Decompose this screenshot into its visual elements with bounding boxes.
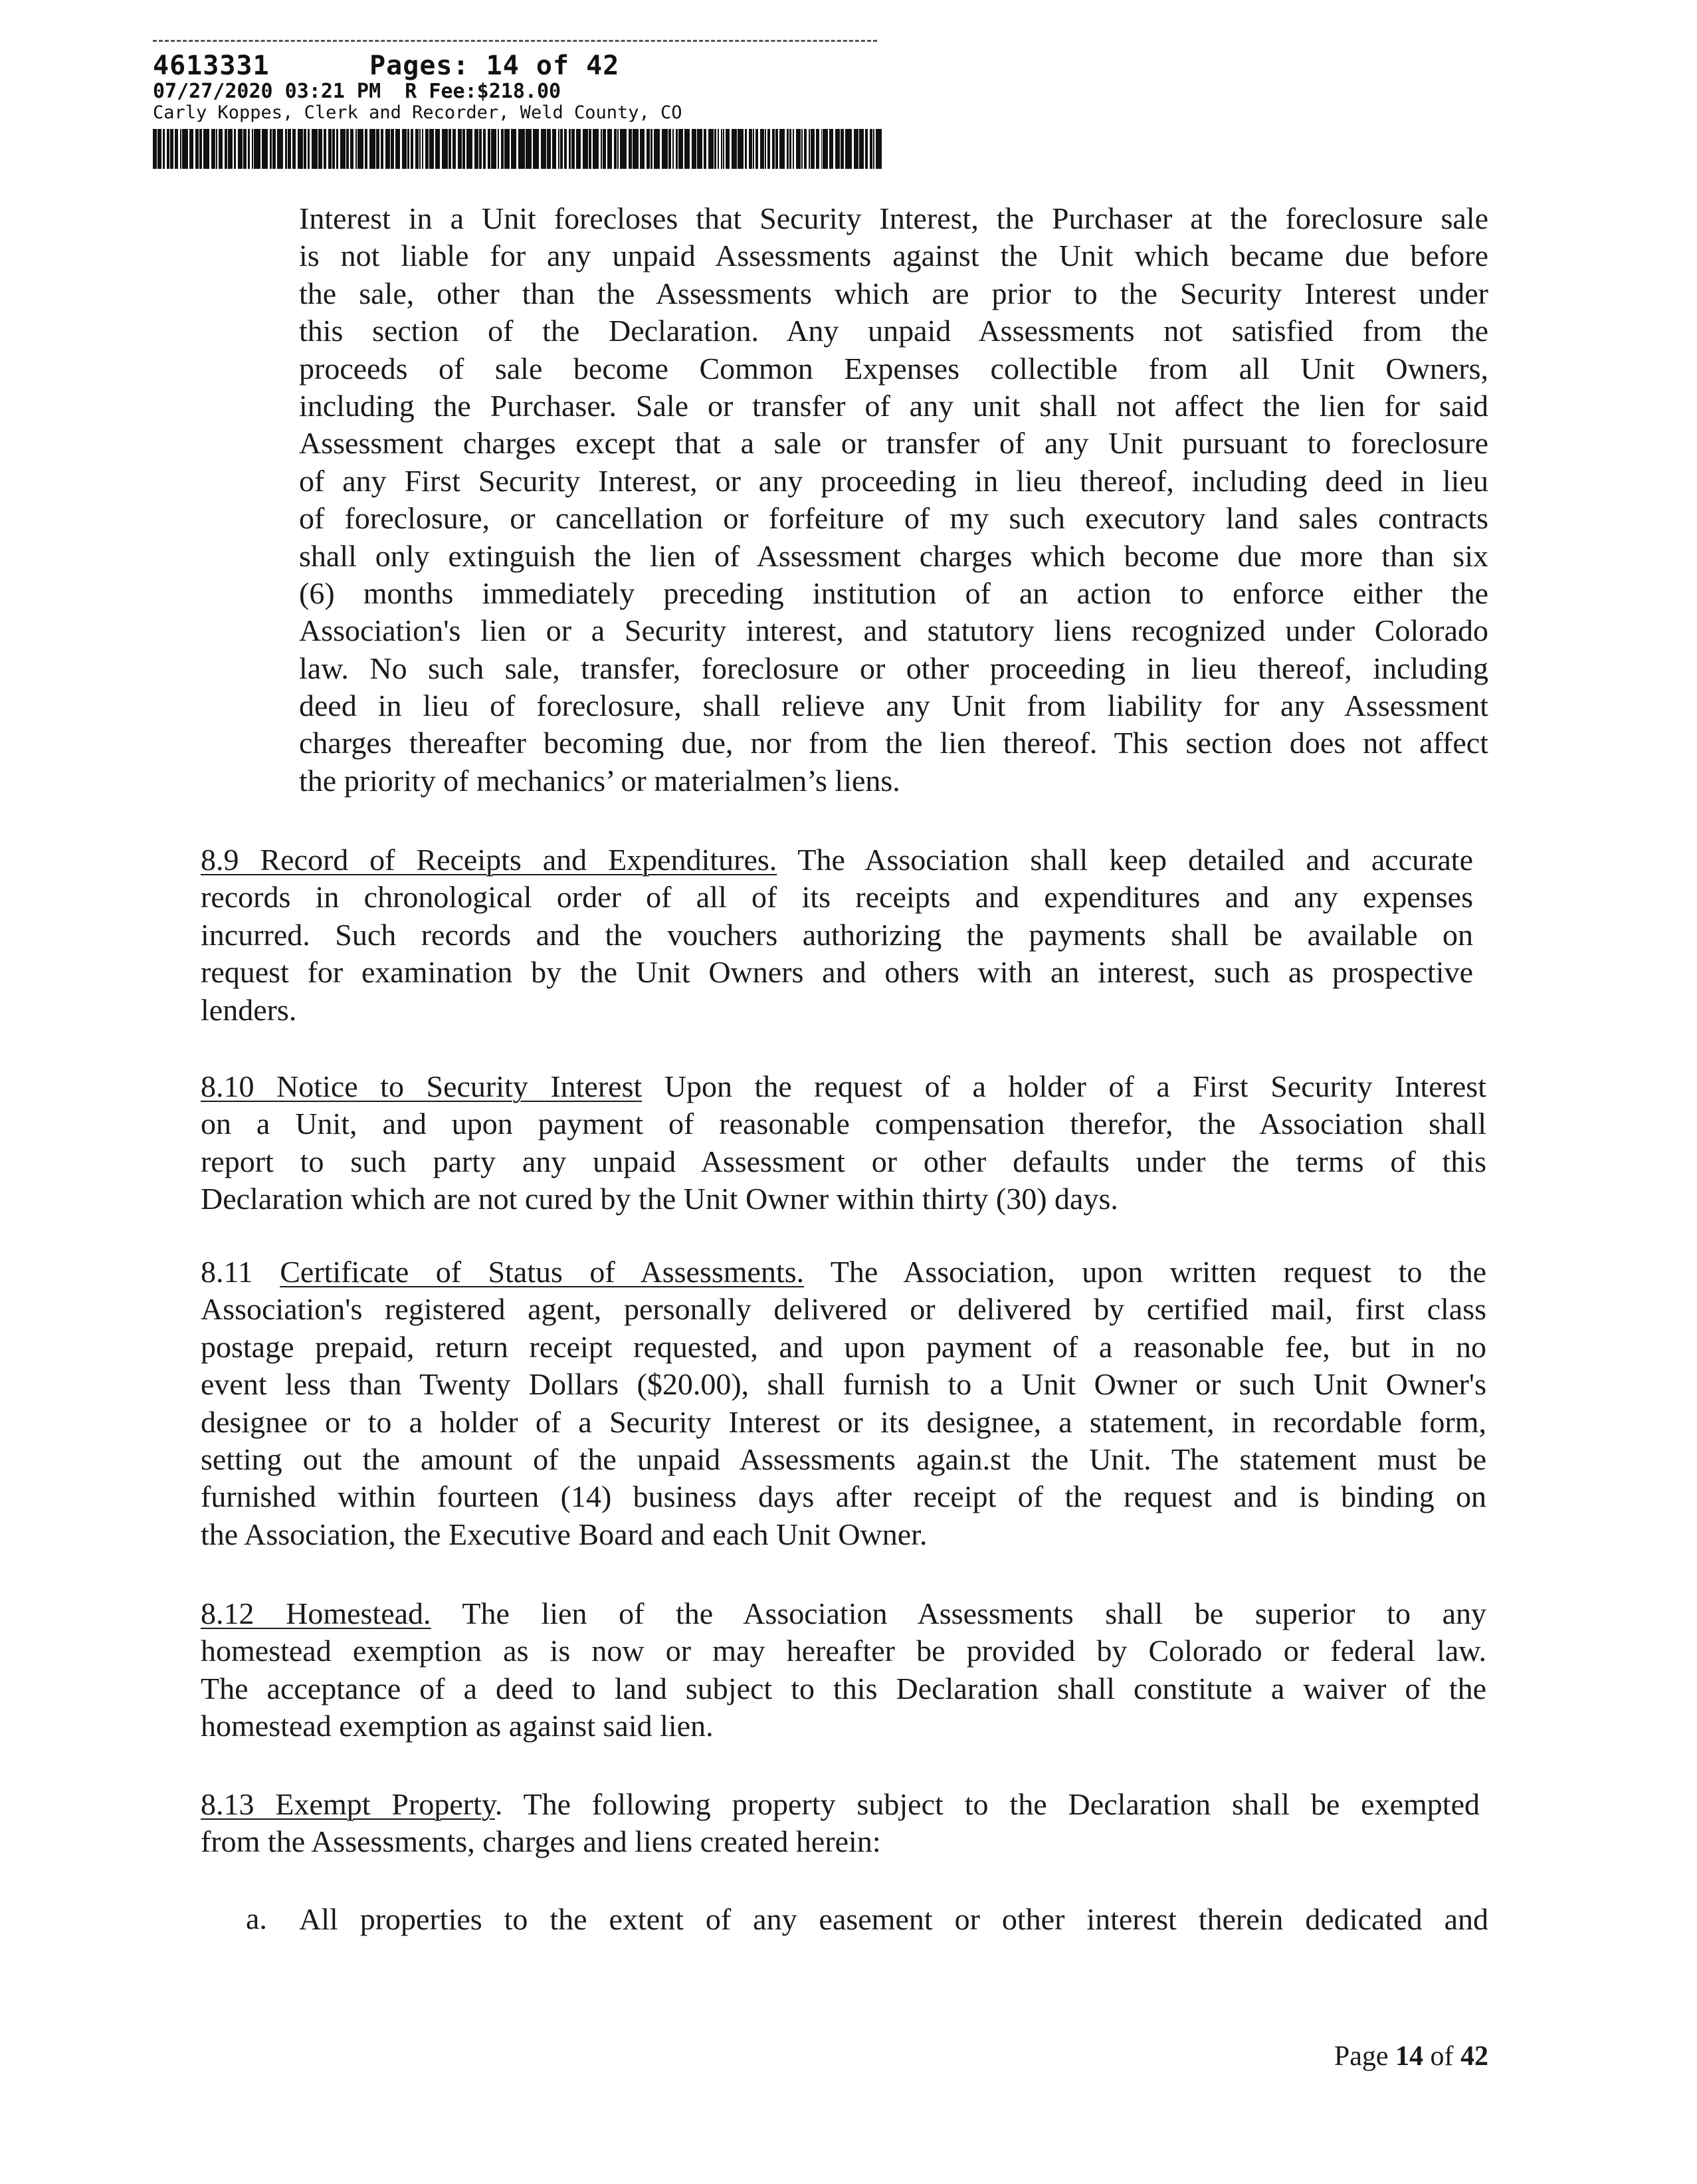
barcode-bar [526,129,532,169]
text-line: including the Purchaser. Sale or transfer of any unit shall not affect the lien for said [299,388,1488,423]
text-line: the sale, other than the Assessments which are prior to the Security Interest under [299,276,1488,310]
text-line: proceeds of sale become Common Expenses collectible from all Unit Owners, [299,351,1488,385]
barcode-bar [738,129,744,169]
barcode-bar [462,129,466,169]
barcode-bar [157,129,162,169]
text-line: Interest in a Unit forecloses that Security Interest, the Purchaser at the foreclosure sale [299,201,1488,235]
barcode-bar [228,129,233,169]
section-8-9 [201,841,1473,1029]
barcode-bar [775,129,778,169]
text-line: this section of the Declaration. Any unpaid Assessments not satisfied from the [299,314,1488,348]
barcode-bar [779,129,785,169]
section-first-line [201,841,1473,879]
barcode-bar [708,129,714,169]
barcode-bar [429,129,435,169]
barcode-bar [415,129,419,169]
barcode-bar [336,129,338,169]
barcode-bar [180,129,181,169]
barcode-bar [381,129,383,169]
barcode-bar [672,129,674,169]
barcode-bar [552,129,556,169]
barcode-bar [569,129,571,169]
text-line: deed in lieu of foreclosure, shall relieve any Unit from liability for any Assessment [299,689,1488,723]
barcode-bar [518,129,524,169]
list-marker-a: a. [246,1902,267,1935]
barcode-bar [195,129,199,169]
barcode-bar [175,129,179,169]
section-text: Upon the request of a holder of a First Security Interest [642,1069,1486,1103]
barcode-bar [650,129,652,169]
datetime-fee: 07/27/2020 03:21 PM R Fee:$218.00 [153,80,561,103]
barcode-bar [182,129,188,169]
barcode-bar [547,129,551,169]
barcode-bar [804,129,807,169]
barcode-bar [718,129,719,169]
barcode-bar [640,129,645,169]
barcode-bar [262,129,268,169]
barcode-bar [285,129,287,169]
barcode-bar [252,129,253,169]
barcode-bar [589,129,591,169]
text-line: homestead exemption as is now or may hereafter be provided by Colorado or federal law. [201,1634,1486,1668]
barcode-bar [873,129,874,169]
barcode-bar [458,129,462,169]
barcode-bar [560,129,563,169]
barcode-bar [765,129,766,169]
section-first-line [201,1786,1480,1823]
barcode-bar [801,129,803,169]
section-heading: 8.10 Notice to Security Interest [201,1069,643,1103]
barcode-bar [859,129,864,169]
barcode-bar [816,129,819,169]
barcode-bar [167,129,169,169]
barcode-bar [809,129,810,169]
barcode-bar [272,129,276,169]
section-8-10 [201,1068,1486,1218]
barcode-bar [425,129,429,169]
barcode-bar [270,129,272,169]
barcode-bar [318,129,322,169]
barcode-bar [501,129,504,169]
text-line: (6) months immediately preceding institution of an action to enforce either the [299,576,1488,610]
total-pages: 42 [1460,2041,1488,2072]
text-line: postage prepaid, return receipt requested, and upon payment of a reasonable fee, but in no [201,1329,1486,1364]
text-line: of foreclosure, or cancellation or forfeiture of my such executory land sales contracts [299,501,1488,536]
barcode-bar [829,129,833,169]
barcode-bar [692,129,696,169]
text-line: lenders. [201,992,297,1027]
reception-number: 4613331 [153,51,270,81]
barcode-bar [170,129,173,169]
barcode-bar [328,129,332,169]
barcode-bar [211,129,216,169]
text-line: from the Assessments, charges and liens created herein: [201,1824,881,1859]
barcode-bar [216,129,217,169]
text-line: furnished within fourteen (14) business days after receipt of the request and is binding on [201,1479,1486,1514]
recorder-name: Carly Koppes, Clerk and Recorder, Weld County, CO [153,102,682,123]
text-line: is not liable for any unpaid Assessments against the Unit which became due before [299,239,1488,273]
barcode-bar [749,129,753,169]
barcode-bar [435,129,440,169]
barcode-bar [745,129,747,169]
barcode-bar [841,129,844,169]
text-line: of any First Security Interest, or any proceeding in lieu thereof, including deed in lieu [299,463,1488,498]
text-line: charges thereafter becoming due, nor from the lien thereof. This section does not affect [299,726,1488,760]
barcode-bar [697,129,703,169]
barcode-bar [620,129,626,169]
barcode-bar [732,129,738,169]
section-heading: 8.13 Exempt Property [201,1787,495,1821]
barcode-bar [385,129,390,169]
barcode-bar [823,129,828,169]
barcode-bar [811,129,815,169]
text-line: report to such party any unpaid Assessment or other defaults under the terms of this [201,1144,1486,1178]
list-item-a [299,1901,1488,1938]
barcode-bar [238,129,243,169]
barcode-bar [346,129,349,169]
barcode-bar [332,129,335,169]
barcode-bar [488,129,490,169]
text-line: The acceptance of a deed to land subject to this Declaration shall constitute a waiver of the [201,1671,1486,1705]
text-line: Association's registered agent, personally delivered or delivered by certified mail, first class [201,1292,1486,1327]
list-item-text: All properties to the extent of any easement or other interest therein dedicated and [299,1902,1488,1936]
section-text: The lien of the Association Assessments shall be superior to any [431,1596,1486,1630]
barcode-bar [324,129,326,169]
barcode-bar [564,129,567,169]
barcode-bar [308,129,310,169]
barcode-bar [402,129,407,169]
barcode-bar [753,129,754,169]
barcode-bar [298,129,303,169]
section-8-13 [201,1786,1480,1861]
section-first-line [201,1595,1486,1632]
barcode-bar [248,129,250,169]
barcode-bar [452,129,456,169]
barcode-bar [607,129,612,169]
barcode-bar [277,129,283,169]
barcode-bar [541,129,546,169]
text-line: the priority of mechanics’ or materialmen’s liens. [299,763,900,798]
text-line: designee or to a holder of a Security Interest or its designee, a statement, in recordable form, [201,1404,1486,1439]
barcode-bar [760,129,764,169]
barcode-bar [355,129,357,169]
barcode-bar [576,129,581,169]
barcode-bar [571,129,575,169]
barcode-bar [225,129,227,169]
barcode-bar [407,129,409,169]
barcode-bar [796,129,801,169]
text-line: records in chronological order of all of its receipts and expenditures and any expenses [201,880,1473,915]
barcode-bar [163,129,165,169]
barcode-bar [845,129,851,169]
barcode-bar [601,129,602,169]
barcode-bar [395,129,401,169]
barcode-bar [219,129,223,169]
section-text: . The following property subject to the Declaration shall be exempted [494,1787,1480,1821]
barcode-bar [357,129,363,169]
page-footer [1334,2040,1488,2072]
text-line: the Association, the Executive Board and each Unit Owner. [201,1517,928,1551]
text-line: request for examination by the Unit Owners and others with an interest, such as prospective [201,955,1473,990]
page-word: Page [1334,2041,1389,2072]
section-heading: 8.9 Record of Receipts and Expenditures. [201,843,777,877]
reception-line [153,51,619,81]
barcode-bar [821,129,823,169]
text-line: on a Unit, and upon payment of reasonable compensation therefor, the Association shall [201,1107,1486,1141]
text-line: incurred. Such records and the vouchers authorizing the payments shall be available on [201,917,1473,952]
barcode-bar [787,129,789,169]
text-line: Declaration which are not cured by the Unit Owner within thirty (30) days. [201,1182,1118,1216]
barcode-bar [449,129,451,169]
barcode-bar [491,129,496,169]
barcode-bar [789,129,791,169]
of-word: of [1430,2041,1454,2072]
barcode-bar [203,129,209,169]
text-line: law. No such sale, transfer, foreclosure or other proceeding in lieu thereof, including [299,651,1488,685]
barcode-bar [312,129,318,169]
barcode-bar [684,129,690,169]
section-heading: 8.12 Homestead. [201,1596,431,1630]
barcode-bar [678,129,684,169]
barcode-bar [767,129,771,169]
barcode [153,129,884,169]
text-line: event less than Twenty Dollars ($20.00), shall furnish to a Unit Owner or such Unit Owner's [201,1367,1486,1402]
barcode-bar [676,129,678,169]
barcode-bar [340,129,346,169]
barcode-bar [835,129,841,169]
text-line: shall only extinguish the lien of Assessment charges which become due more than six [299,538,1488,573]
barcode-bar [189,129,194,169]
barcode-bar [854,129,859,169]
barcode-bar [199,129,202,169]
text-line: homestead exemption as against said lien. [201,1709,714,1743]
stamp-top-rule [153,40,877,44]
barcode-bar [603,129,606,169]
text-line: Association's lien or a Security interest, and statutory liens recognized under Colorado [299,613,1488,648]
barcode-bar [511,129,517,169]
section-number: 8.11 [201,1255,280,1289]
barcode-bar [292,129,296,169]
barcode-bar [876,129,882,169]
section-8-12 [201,1595,1486,1745]
barcode-bar [369,129,375,169]
barcode-bar [411,129,413,169]
barcode-bar [714,129,716,169]
text-line: Assessment charges except that a sale or transfer of any Unit pursuant to foreclosure [299,426,1488,461]
barcode-bar [723,129,724,169]
barcode-bar [629,129,633,169]
barcode-bar [422,129,423,169]
barcode-bar [558,129,559,169]
section-heading: Certificate of Status of Assessments. [280,1255,805,1289]
barcode-bar [772,129,775,169]
barcode-bar [793,129,794,169]
barcode-bar [755,129,758,169]
barcode-bar [153,129,157,169]
barcode-bar [479,129,482,169]
page-number: 14 [1395,2041,1423,2072]
section-text: The Association shall keep detailed and accurate [777,843,1473,877]
barcode-bar [668,129,671,169]
section-8-11 [201,1254,1486,1553]
barcode-bar [243,129,247,169]
barcode-bar [466,129,472,169]
barcode-bar [726,129,730,169]
barcode-bar [647,129,650,169]
barcode-bar [870,129,873,169]
barcode-bar [704,129,706,169]
barcode-bar [419,129,421,169]
barcode-bar [254,129,260,169]
text-line: setting out the amount of the unpaid Assessments again.st the Unit. The statement must be [201,1442,1486,1476]
barcode-bar [583,129,588,169]
section-text: The Association, upon written request to the [804,1255,1487,1289]
pages-label: Pages: 14 of 42 [369,51,620,81]
barcode-bar [617,129,619,169]
barcode-bar [350,129,353,169]
barcode-bar [391,129,394,169]
paragraph-continuation [299,200,1488,800]
barcode-bar [533,129,539,169]
barcode-bar [304,129,306,169]
barcode-bar [593,129,599,169]
barcode-bar [288,129,291,169]
barcode-bar [633,129,639,169]
barcode-bar [662,129,668,169]
barcode-bar [376,129,380,169]
barcode-bar [654,129,660,169]
barcode-bar [234,129,236,169]
barcode-bar [365,129,367,169]
section-first-line [201,1254,1486,1291]
section-first-line [201,1068,1486,1105]
barcode-bar [865,129,868,169]
barcode-bar [442,129,448,169]
barcode-bar [474,129,478,169]
barcode-bar [614,129,617,169]
barcode-bar [483,129,486,169]
barcode-bar [721,129,722,169]
barcode-bar [504,129,510,169]
barcode-bar [498,129,500,169]
